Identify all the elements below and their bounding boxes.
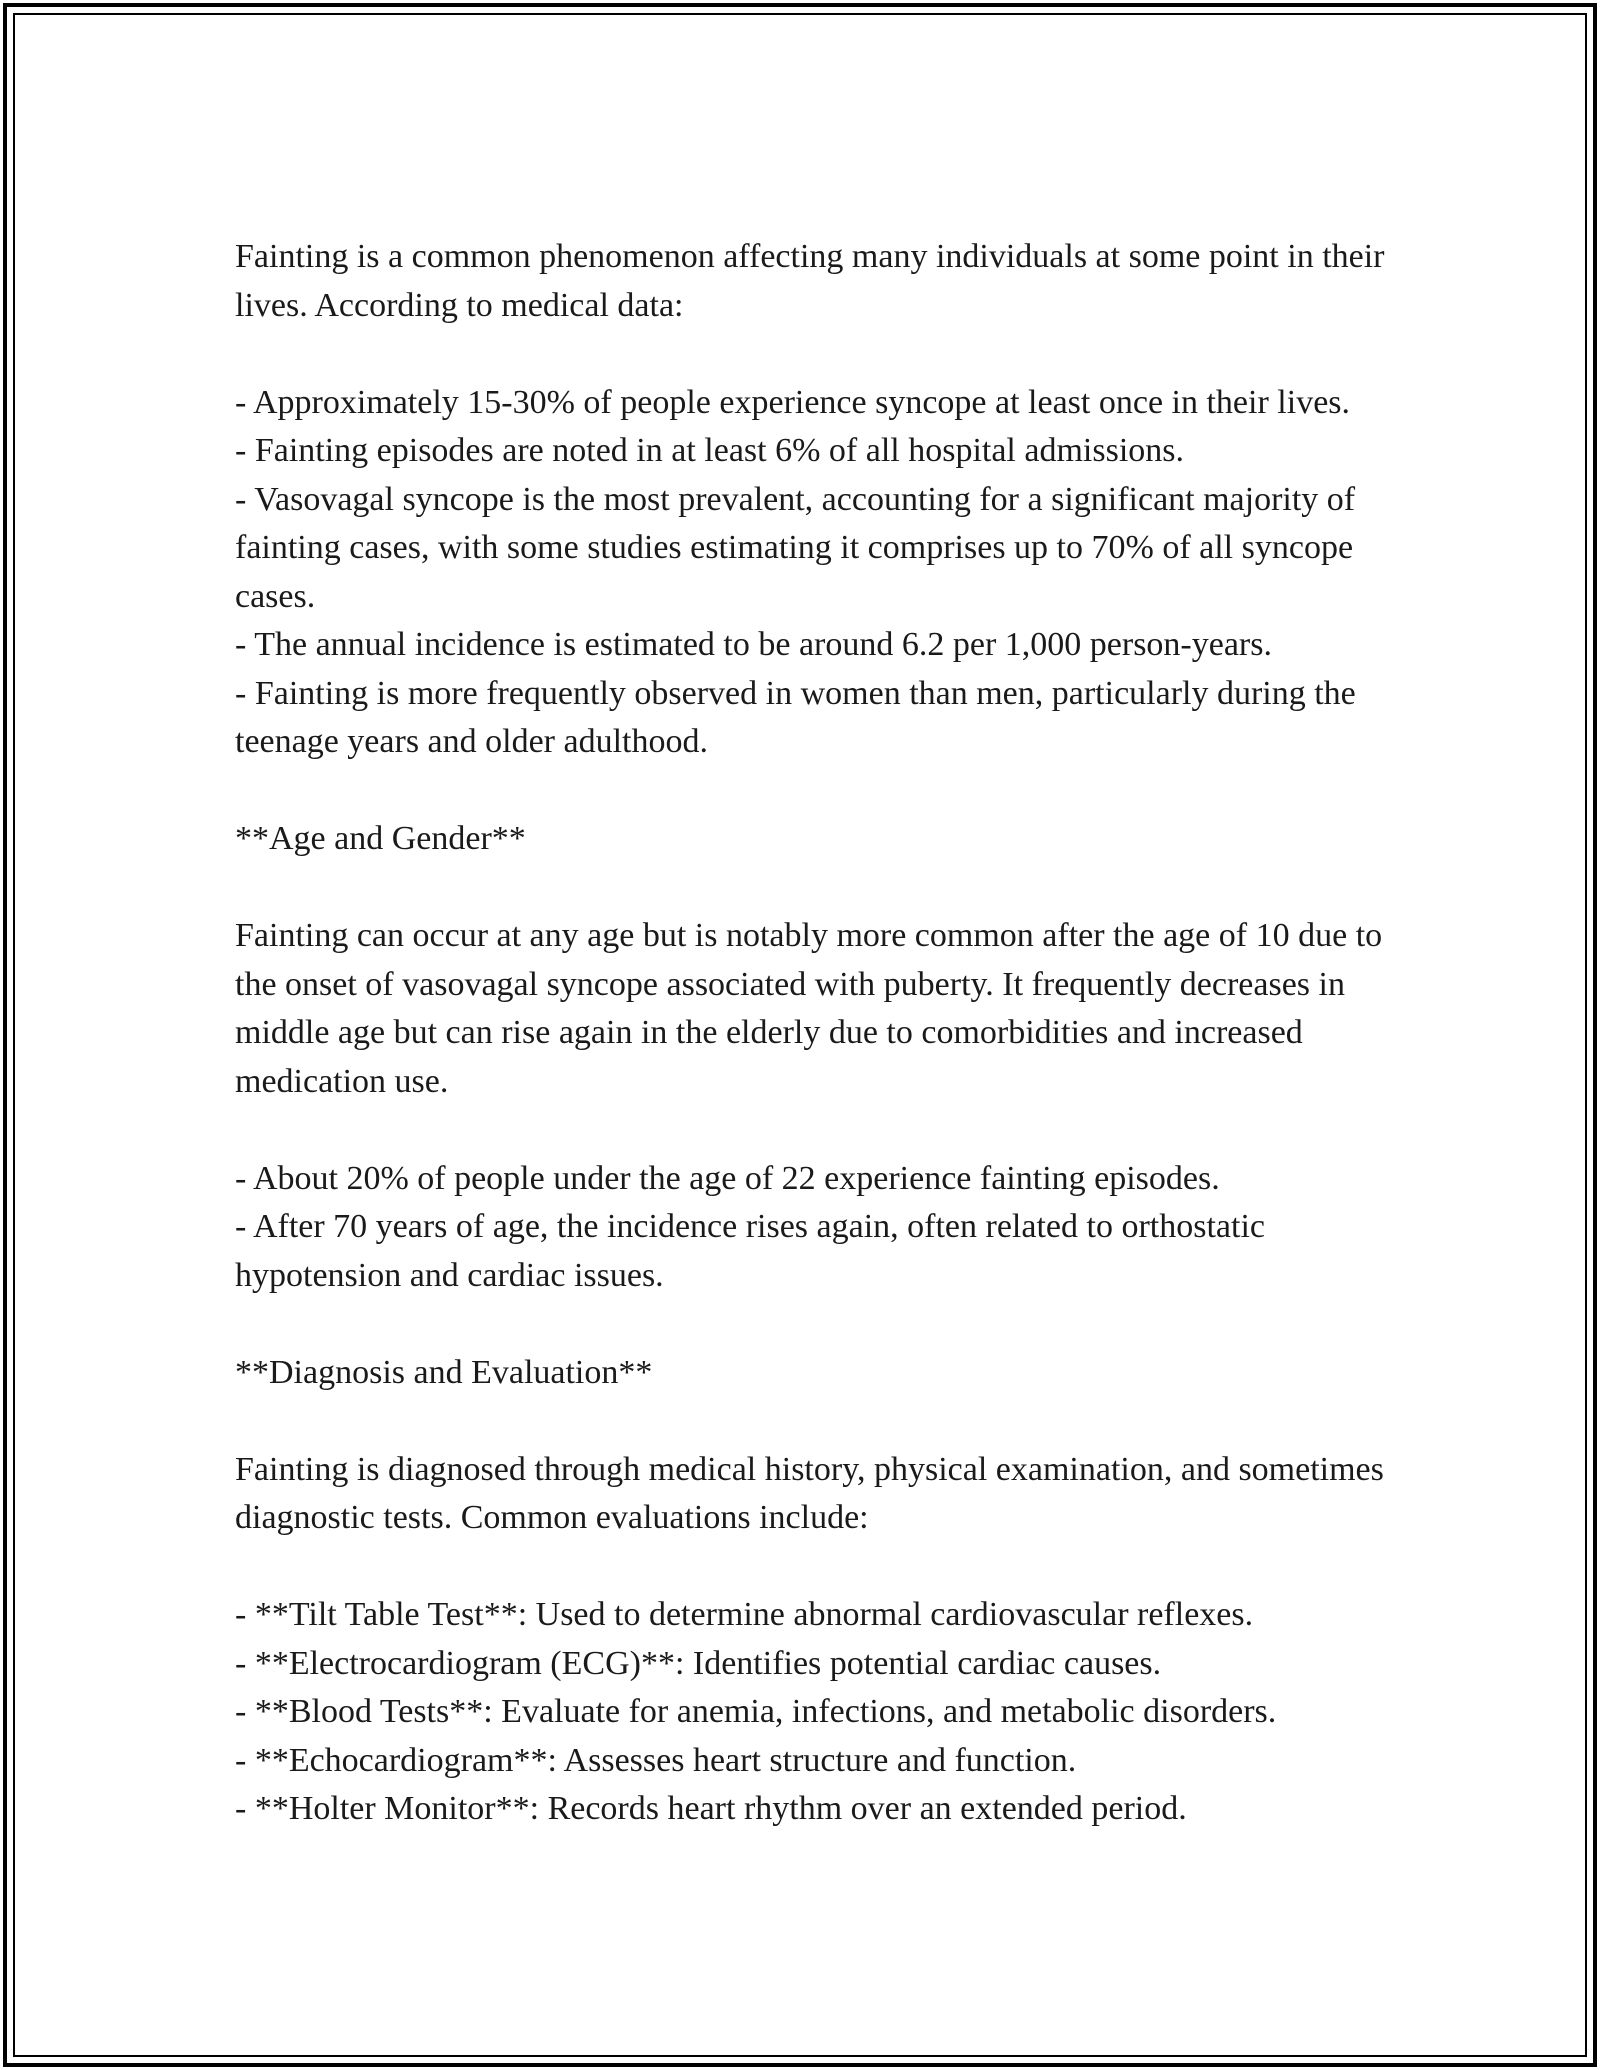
- age-gender-paragraph: Fainting can occur at any age but is notably more common after the age of 10 due to the onset of vasovagal syncope associated with puberty. It frequently decreases in middle age but can rise again in the elderly due to comorbidities and increased medication use.: [235, 917, 1383, 1100]
- diagnosis-point: - **Tilt Table Test**: Used to determine abnormal cardiovascular reflexes.: [235, 1596, 1254, 1633]
- spacer: [235, 864, 1395, 913]
- section-heading-diagnosis: **Diagnosis and Evaluation**: [235, 1353, 653, 1391]
- stat-item: - Vasovagal syncope is the most prevalent, accounting for a significant majority of fainting cases, with some studies estimating it comprises up to 70% of all syncope cases.: [235, 480, 1356, 615]
- stat-item: - The annual incidence is estimated to be around 6.2 per 1,000 person-years.: [235, 626, 1272, 663]
- spacer: [235, 1543, 1395, 1592]
- spacer: [235, 330, 1395, 379]
- age-point: - About 20% of people under the age of 22 experience fainting episodes.: [235, 1159, 1220, 1197]
- diagnosis-paragraph: Fainting is diagnosed through medical history, physical examination, and sometimes diagnostic tests. Common evaluations include:: [235, 1450, 1384, 1536]
- diagnosis-point: - **Electrocardiogram (ECG)**: Identifies potential cardiac causes.: [235, 1644, 1162, 1682]
- spacer: [235, 1300, 1395, 1349]
- section-heading-age-gender: **Age and Gender**: [235, 820, 526, 857]
- stat-item: - Fainting episodes are noted in at least 6% of all hospital admissions.: [235, 432, 1184, 469]
- intro-paragraph: Fainting is a common phenomenon affecting many individuals at some point in their lives. According to medical data:: [235, 238, 1385, 324]
- diagnosis-point: - **Echocardiogram**: Assesses heart structure and function.: [235, 1741, 1077, 1779]
- age-point: - After 70 years of age, the incidence rises again, often related to orthostatic hypotension and cardiac issues.: [235, 1208, 1265, 1294]
- spacer: [235, 1397, 1395, 1446]
- spacer: [235, 1106, 1395, 1155]
- spacer: [235, 767, 1395, 816]
- diagnosis-point: - **Blood Tests**: Evaluate for anemia, infections, and metabolic disorders.: [235, 1693, 1277, 1730]
- stat-item: - Fainting is more frequently observed in women than men, particularly during the teenage years and older adulthood.: [235, 674, 1356, 760]
- diagnosis-point: - **Holter Monitor**: Records heart rhythm over an extended period.: [235, 1790, 1187, 1827]
- stat-item: - Approximately 15-30% of people experience syncope at least once in their lives.: [235, 383, 1351, 421]
- document-body: [235, 233, 1395, 1834]
